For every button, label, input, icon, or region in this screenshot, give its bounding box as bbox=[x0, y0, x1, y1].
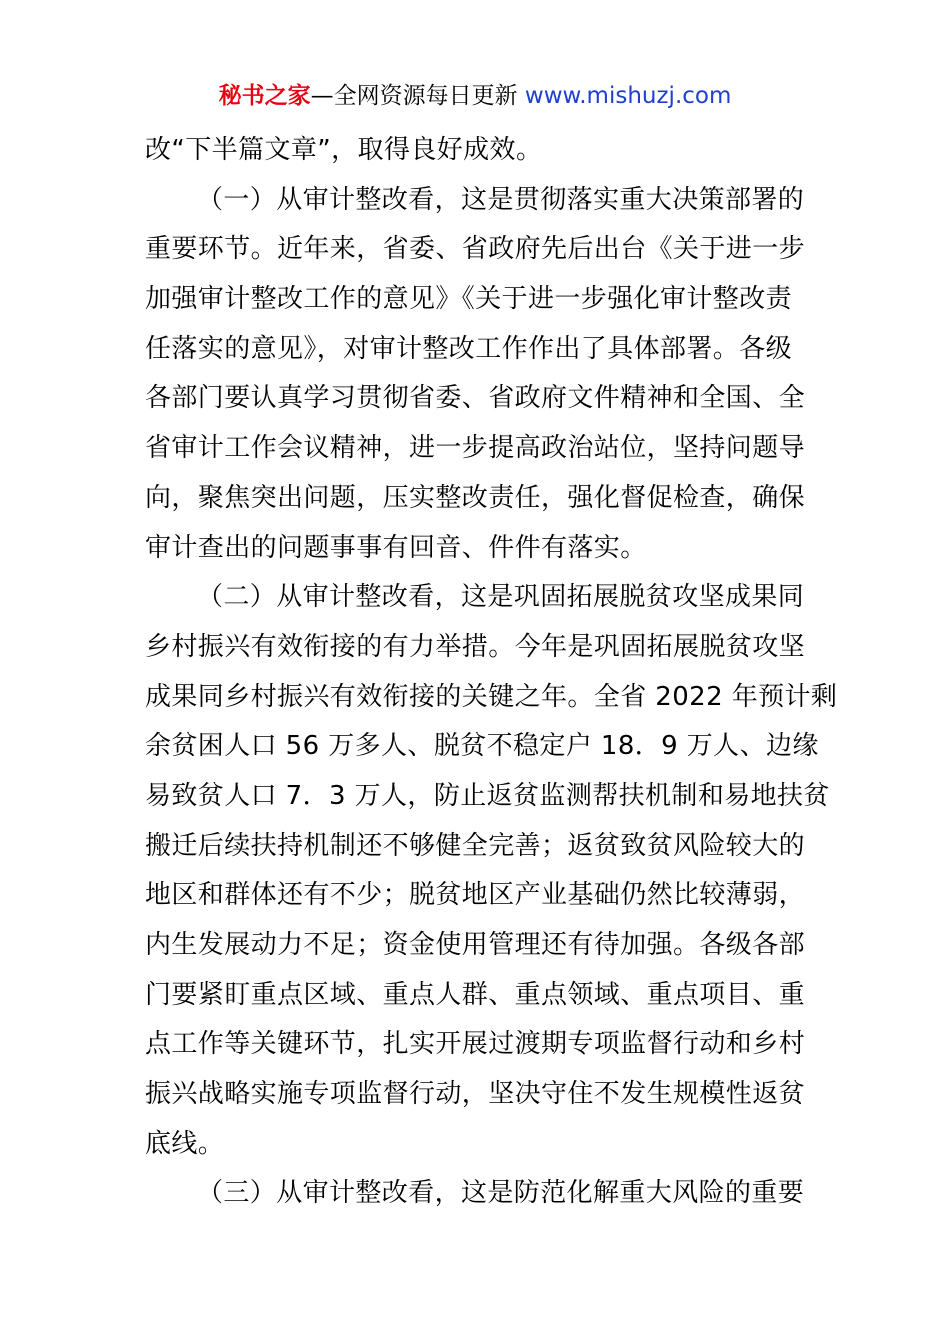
text-line: 乡村振兴有效衔接的有力举措。今年是巩固拓展脱贫攻坚 bbox=[145, 631, 806, 662]
document-body bbox=[145, 126, 838, 1219]
text-line: 成果同乡村振兴有效衔接的关键之年。全省 2022 年预计剩 bbox=[145, 681, 838, 712]
text-line: 内生发展动力不足；资金使用管理还有待加强。各级各部 bbox=[145, 930, 806, 960]
paragraph-2-heading-line: （二）从审计整改看，这是巩固拓展脱贫攻坚成果同 bbox=[197, 582, 805, 613]
text-line: 门要紧盯重点区域、重点人群、重点领域、重点项目、重 bbox=[145, 979, 806, 1010]
text-line: 省审计工作会议精神，进一步提高政治站位，坚持问题导 bbox=[145, 433, 806, 464]
paragraph-3-heading-line: （三）从审计整改看，这是防范化解重大风险的重要 bbox=[197, 1178, 805, 1209]
text-line: 余贫困人口 56 万多人、脱贫不稳定户 18．9 万人、边缘 bbox=[145, 731, 819, 762]
text-line: 底线。 bbox=[145, 1128, 225, 1159]
text-line: 易致贫人口 7．3 万人，防止返贫监测帮扶机制和易地扶贫 bbox=[145, 780, 830, 811]
text-line: 任落实的意见》，对审计整改工作作出了具体部署。各级 bbox=[145, 333, 793, 364]
text-line: 加强审计整改工作的意见》《关于进一步强化审计整改责 bbox=[145, 284, 793, 315]
text-line: 点工作等关键环节，扎实开展过渡期专项监督行动和乡村 bbox=[145, 1029, 806, 1060]
text-line: 向，聚焦突出问题，压实整改责任，强化督促检查，确保 bbox=[145, 482, 806, 513]
text-line: 地区和群体还有不少；脱贫地区产业基础仍然比较薄弱， bbox=[145, 880, 806, 911]
site-url-link[interactable]: www.mishuzj.com bbox=[524, 83, 732, 109]
site-brand: 秘书之家 bbox=[218, 83, 311, 109]
text-line: 审计查出的问题事事有回音、件件有落实。 bbox=[145, 532, 647, 563]
site-tagline: —全网资源每日更新 bbox=[310, 83, 525, 109]
paragraph-1-heading-line: （一）从审计整改看，这是贯彻落实重大决策部署的 bbox=[197, 184, 805, 215]
text-line: 振兴战略实施专项监督行动，坚决守住不发生规模性返贫 bbox=[145, 1079, 806, 1110]
site-header bbox=[0, 78, 950, 114]
text-line: 搬迁后续扶持机制还不够健全完善；返贫致贫风险较大的 bbox=[145, 830, 806, 861]
text-line: 重要环节。近年来，省委、省政府先后出台《关于进一步 bbox=[145, 234, 806, 265]
text-line: 各部门要认真学习贯彻省委、省政府文件精神和全国、全 bbox=[145, 383, 806, 414]
text-line: 改“下半篇文章”，取得良好成效。 bbox=[145, 135, 543, 165]
